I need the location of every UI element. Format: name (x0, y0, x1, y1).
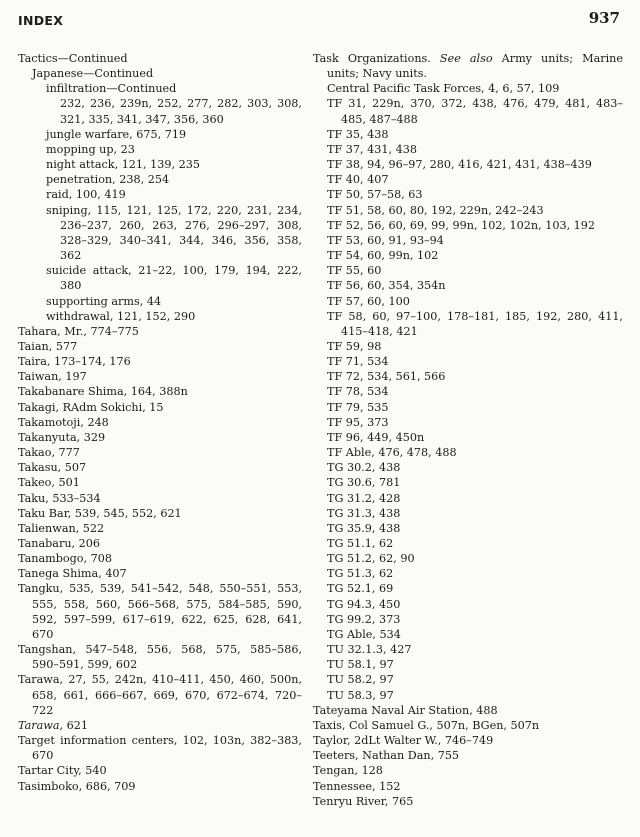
index-entry: TF 96, 449, 450n (327, 430, 425, 444)
index-entry: Tactics—Continued (18, 52, 128, 65)
index-entry: TG Able, 534 (327, 627, 401, 641)
index-entry: Central Pacific Task Forces, 4, 6, 57, 109 (327, 82, 560, 96)
index-entry: TF 57, 60, 100 (327, 294, 410, 308)
index-entry: Tahara, Mr., 774–775 (18, 324, 139, 338)
index-entry: TG 99.2, 373 (327, 612, 401, 626)
page-number: 937 (588, 9, 620, 27)
index-entry: 232, 236, 239n, 252, 277, 282, 303, 308, 321, 335, 341, 347, 356, 360 (60, 97, 302, 126)
index-entry: Tanega Shima, 407 (18, 567, 127, 581)
index-entry: TF 53, 60, 91, 93–94 (327, 233, 444, 247)
index-entry: TF 31, 229n, 370, 372, 438, 476, 479, 481, 483–485, 487–488 (327, 97, 623, 126)
index-entry: Tangshan, 547–548, 556, 568, 575, 585–586, 590–591, 599, 602 (18, 643, 302, 672)
index-entry: Takamotoji, 248 (18, 415, 109, 429)
index-entry: Talienwan, 522 (18, 521, 105, 535)
index-entry: Takagi, RAdm Sokichi, 15 (18, 400, 164, 414)
index-entry: night attack, 121, 139, 235 (46, 158, 200, 172)
index-entry: Takasu, 507 (18, 461, 87, 475)
index-entry: TG 51.2, 62, 90 (327, 552, 415, 566)
index-entry: TF 55, 60 (327, 264, 382, 278)
index-entry: TF 79, 535 (327, 400, 389, 414)
index-entry: penetration, 238, 254 (46, 173, 170, 187)
index-entry: TF 56, 60, 354, 354n (327, 279, 446, 293)
index-entry: Tasimboko, 686, 709 (18, 779, 136, 793)
index-entry: raid, 100, 419 (46, 188, 126, 202)
index-entry: Tengan, 128 (313, 764, 383, 778)
index-entry: TF 35, 438 (327, 127, 389, 141)
index-entry: Tangku, 535, 539, 541–542, 548, 550–551, 553, 555, 558, 560, 566–568, 575, 584–585, 590, 592, 597–599, 617–619, 622, 625, 628, 641, 670 (18, 582, 302, 641)
index-column-left (18, 51, 302, 794)
index-entry: TU 58.3, 97 (327, 688, 394, 702)
index-entry: Tanambogo, 708 (18, 552, 113, 566)
index-entry: TG 31.2, 428 (327, 491, 401, 505)
index-entry: TF 37, 431, 438 (327, 142, 417, 156)
index-entry: Target information centers, 102, 103n, 382–383, 670 (18, 734, 302, 763)
index-entry: TF 54, 60, 99n, 102 (327, 249, 439, 263)
index-entry: Teeters, Nathan Dan, 755 (313, 749, 460, 763)
index-entry: Taylor, 2dLt Walter W., 746–749 (313, 734, 494, 748)
index-entry: TG 51.3, 62 (327, 567, 394, 581)
index-entry: TU 58.2, 97 (327, 673, 394, 687)
index-entry: TF 78, 534 (327, 385, 389, 399)
index-entry: Task Organizations. See also Army units; Marine units; Navy units. (313, 52, 623, 81)
index-entry: TG 30.2, 438 (327, 461, 401, 475)
index-entry: Taiwan, 197 (18, 370, 87, 384)
index-entry: supporting arms, 44 (46, 294, 162, 308)
index-entry: suicide attack, 21–22, 100, 179, 194, 222, 380 (46, 264, 302, 293)
index-entry: Takabanare Shima, 164, 388n (18, 385, 188, 399)
index-entry: Tartar City, 540 (18, 764, 107, 778)
index-entry: infiltration—Continued (46, 82, 177, 96)
index-entry: withdrawal, 121, 152, 290 (46, 309, 196, 323)
index-entry: TF 51, 58, 60, 80, 192, 229n, 242–243 (327, 203, 544, 217)
index-entry: Tarawa, 27, 55, 242n, 410–411, 450, 460, 500n, 658, 661, 666–667, 669, 670, 672–674, 720–722 (18, 673, 302, 717)
index-entry: Tanabaru, 206 (18, 537, 100, 550)
index-entry: TU 58.1, 97 (327, 658, 394, 672)
index-entry: Taira, 173–174, 176 (18, 355, 131, 369)
index-entry: TG 51.1, 62 (327, 537, 394, 550)
index-entry: TG 35.9, 438 (327, 521, 401, 535)
index-entry: Tarawa, 621 (18, 718, 88, 732)
index-entry: TF 95, 373 (327, 415, 389, 429)
index-entry: Japanese—Continued (32, 67, 154, 81)
index-entry: Taian, 577 (18, 339, 78, 353)
index-entry: sniping, 115, 121, 125, 172, 220, 231, 234, 236–237, 260, 263, 276, 296–297, 308, 328–329, 340–341, 344, 346, 356, 358, 362 (46, 203, 302, 263)
index-entry: Taxis, Col Samuel G., 507n, BGen, 507n (313, 718, 540, 732)
index-entry: TF 52, 56, 60, 69, 99, 99n, 102, 102n, 103, 192 (327, 218, 596, 232)
index-entry: TF 38, 94, 96–97, 280, 416, 421, 431, 438–439 (327, 158, 592, 172)
index-column-right (313, 51, 623, 809)
index-entry: jungle warfare, 675, 719 (46, 127, 187, 141)
index-entry: TF 72, 534, 561, 566 (327, 370, 446, 384)
index-entry: Takanyuta, 329 (18, 430, 106, 444)
index-entry: TF 71, 534 (327, 355, 389, 369)
index-entry: Takeo, 501 (18, 476, 80, 490)
index-entry: Tateyama Naval Air Station, 488 (313, 703, 498, 717)
index-entry: Taku, 533–534 (18, 491, 101, 505)
index-entry: TF 58, 60, 97–100, 178–181, 185, 192, 280, 411, 415–418, 421 (327, 309, 623, 338)
index-entry: TG 31.3, 438 (327, 506, 401, 520)
index-entry: Taku Bar, 539, 545, 552, 621 (18, 506, 182, 520)
index-entry: TF Able, 476, 478, 488 (327, 446, 457, 460)
index-entry: TG 94.3, 450 (327, 597, 401, 611)
index-entry: TF 50, 57–58, 63 (327, 188, 423, 202)
index-entry: TG 52.1, 69 (327, 582, 394, 596)
index-entry: Tennessee, 152 (313, 779, 401, 793)
index-entry: mopping up, 23 (46, 142, 135, 156)
index-entry: TU 32.1.3, 427 (327, 643, 412, 657)
running-header-section: INDEX (18, 13, 64, 28)
index-entry: TG 30.6, 781 (327, 476, 401, 490)
index-entry: Tenryu River, 765 (313, 794, 414, 808)
index-entry: TF 40, 407 (327, 173, 389, 187)
index-entry: TF 59, 98 (327, 339, 382, 353)
index-entry: Takao, 777 (18, 446, 80, 460)
